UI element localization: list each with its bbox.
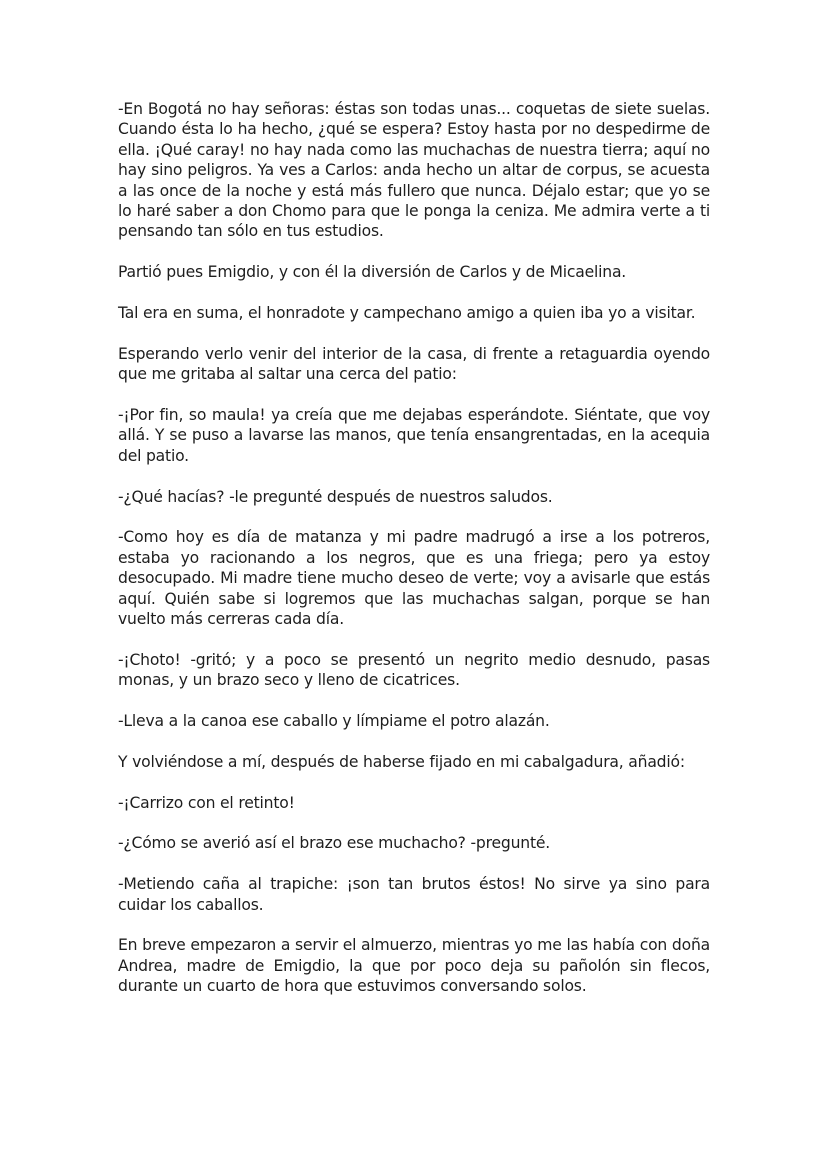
paragraph: -¿Cómo se averió así el brazo ese muchacho? -pregunté. (118, 834, 551, 853)
paragraph: En breve empezaron a servir el almuerzo, mientras yo me las había con doña Andrea, madre de Emigdio, la que por poco deja su pañolón sin flecos, durante un cuarto de hora que estuvimos conversando solos. (118, 936, 710, 996)
paragraph: -¡Carrizo con el retinto! (118, 793, 295, 812)
paragraph: Esperando verlo venir del interior de la casa, di frente a retaguardia oyendo que me gritaba al saltar una cerca del patio: (118, 344, 710, 384)
paragraph: -Como hoy es día de matanza y mi padre madrugó a irse a los potreros, estaba yo racionando a los negros, que es una friega; pero ya estoy desocupado. Mi madre tiene mucho deseo de verte; voy a avisarle que estás aquí. Quién sabe si logremos que las muchachas salgan, porque se han vuelto más cerreras cada día. (118, 528, 710, 629)
paragraph: Y volviéndose a mí, después de haberse fijado en mi cabalgadura, añadió: (118, 752, 685, 771)
paragraph: Tal era en suma, el honradote y campechano amigo a quien iba yo a visitar. (118, 304, 696, 323)
paragraph: -¿Qué hacías? -le pregunté después de nuestros saludos. (118, 487, 553, 506)
paragraph: Partió pues Emigdio, y con él la diversión de Carlos y de Micaelina. (118, 263, 627, 282)
document-page (118, 99, 710, 1017)
paragraph: -¡Choto! -gritó; y a poco se presentó un negrito medio desnudo, pasas monas, y un brazo seco y lleno de cicatrices. (118, 650, 710, 690)
paragraph: -Metiendo caña al trapiche: ¡son tan brutos éstos! No sirve ya sino para cuidar los caballos. (118, 875, 710, 914)
paragraph: -¡Por fin, so maula! ya creía que me dejabas esperándote. Siéntate, que voy allá. Y se puso a lavarse las manos, que tenía ensangrentadas, en la acequia del patio. (118, 406, 710, 465)
paragraph: -En Bogotá no hay señoras: éstas son todas unas... coquetas de siete suelas. Cuando ésta lo ha hecho, ¿qué se espera? Estoy hasta por no despedirme de ella. ¡Qué caray! no hay nada como las muchachas de nuestra tierra; aquí no hay sino peligros. Ya ves a Carlos: anda hecho un altar de corpus, se acuesta a las once de la noche y está más fullero que nunca. Déjalo estar; que yo se lo haré saber a don Chomo para que le ponga la ceniza. Me admira verte a ti pensando tan sólo en tus estudios. (118, 100, 710, 241)
paragraph: -Lleva a la canoa ese caballo y límpiame el potro alazán. (118, 712, 550, 731)
